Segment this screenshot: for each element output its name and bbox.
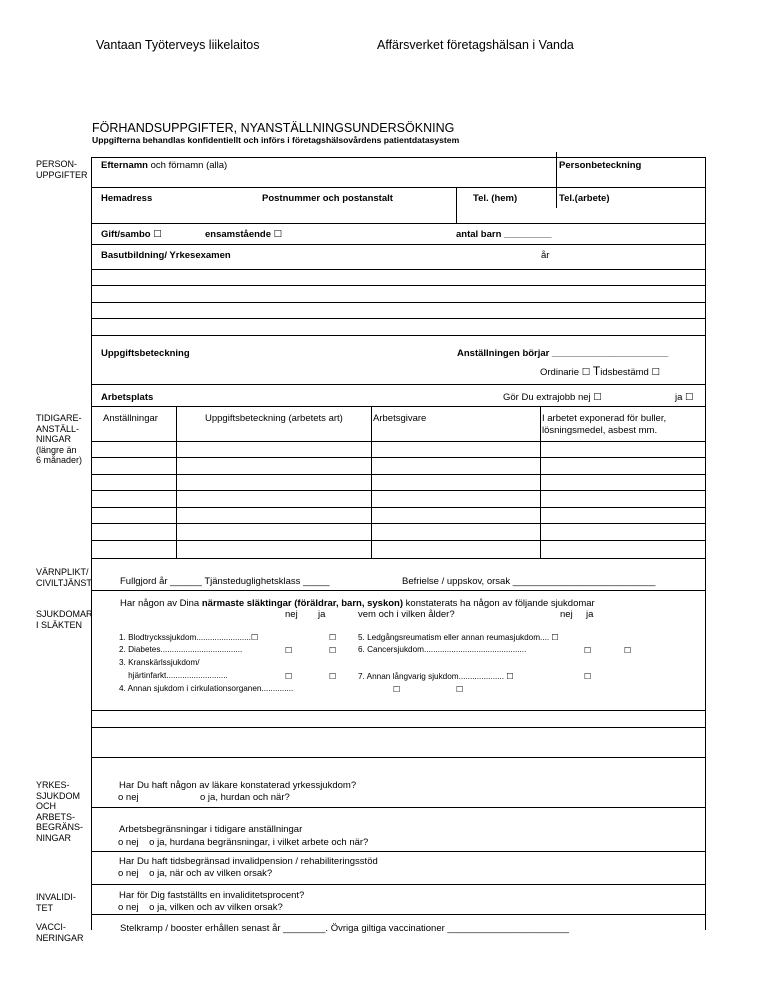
slakt-q-post: konstaterats ha någon av följande sjukdomar bbox=[403, 598, 595, 609]
item-cancer[interactable]: 6. Cancersjukdom............................................. bbox=[358, 645, 527, 654]
col-divider bbox=[540, 406, 541, 558]
basutbildning-label: Basutbildning/ Yrkesexamen bbox=[101, 250, 231, 261]
fornamn-label: och förnamn (alla) bbox=[147, 160, 228, 171]
item-cirkulation-ja[interactable]: ☐ bbox=[456, 685, 464, 694]
col-exponerad-1: I arbetet exponerad för buller, bbox=[542, 413, 667, 424]
vaccination-field[interactable]: Stelkramp / booster erhållen senast år ________. Övriga giltiga vaccinationer _______________________ bbox=[120, 923, 569, 934]
slakt-q-bold: närmaste släktingar (föräldrar, barn, syskon) bbox=[201, 598, 404, 609]
personbeteckning-field[interactable]: Personbeteckning bbox=[559, 160, 642, 171]
section-sjukdom: SJUKDOMAR I SLÄKTEN bbox=[36, 609, 93, 630]
item-blodtryck[interactable]: 1. Blodtryckssjukdom........................☐ bbox=[119, 633, 259, 642]
table-row[interactable] bbox=[91, 441, 706, 442]
line bbox=[91, 884, 706, 885]
item-kranskarl: 3. Kranskärlssjukdom/ bbox=[119, 658, 200, 667]
table-row[interactable] bbox=[91, 558, 706, 559]
invalidpension-question: Har Du haft tidsbegränsad invalidpension / rehabiliteringsstöd bbox=[119, 856, 378, 867]
line bbox=[91, 157, 706, 158]
gift-checkbox[interactable]: Gift/sambo ☐ bbox=[101, 229, 162, 240]
item-hjartinfarkt-nej[interactable]: ☐ bbox=[285, 672, 293, 681]
ja-header: ja bbox=[318, 609, 326, 620]
item-cirkulation[interactable]: 4. Annan sjukdom i cirkulationsorganen.............. bbox=[119, 684, 294, 693]
col-uppgiftsbeteckning: Uppgiftsbeteckning (arbetets art) bbox=[205, 413, 343, 424]
item-diabetes-nej[interactable]: ☐ bbox=[285, 646, 293, 655]
nej-header-2: nej bbox=[560, 609, 573, 620]
table-row[interactable] bbox=[91, 490, 706, 491]
item-hjartinfarkt-ja[interactable]: ☐ bbox=[329, 672, 337, 681]
line bbox=[91, 807, 706, 808]
divider-personbet bbox=[556, 152, 557, 208]
table-row[interactable] bbox=[91, 457, 706, 458]
table-row[interactable] bbox=[91, 523, 706, 524]
yrkessjukdom-question: Har Du haft någon av läkare konstaterad yrkessjukdom? bbox=[119, 780, 357, 791]
section-yrkes: YRKES- SJUKDOM OCH ARBETS- BEGRÄNS- NINGAR bbox=[36, 780, 84, 843]
header-right: Affärsverket företagshälsan i Vanda bbox=[377, 38, 574, 52]
col-divider bbox=[371, 406, 372, 558]
yrkessjukdom-ja-radio[interactable]: ο ja, hurdan och när? bbox=[200, 792, 290, 803]
section-vacc: VACCI- NERINGAR bbox=[36, 922, 84, 943]
line bbox=[91, 302, 706, 303]
line bbox=[91, 406, 706, 407]
tidsbestamd-initial: T bbox=[592, 364, 601, 378]
hemadress-field[interactable]: Hemadress bbox=[101, 193, 153, 204]
tel-arbete-field[interactable]: Tel.(arbete) bbox=[559, 193, 610, 204]
col-anstallningar: Anställningar bbox=[103, 413, 158, 424]
arbetsplats-label: Arbetsplats bbox=[101, 392, 154, 403]
line bbox=[91, 710, 706, 711]
slakt-q-pre: Har någon av Dina bbox=[120, 598, 202, 609]
section-person: PERSON- UPPGIFTER bbox=[36, 159, 88, 180]
divider-tel bbox=[456, 187, 457, 223]
befrielse-field[interactable]: Befrielse / uppskov, orsak ___________________________ bbox=[402, 576, 656, 587]
ensamstaende-checkbox[interactable]: ensamstående ☐ bbox=[205, 229, 283, 240]
ar-label: år bbox=[541, 250, 550, 261]
item-diabetes-ja[interactable]: ☐ bbox=[329, 646, 337, 655]
item-langvarig-ja[interactable]: ☐ bbox=[584, 672, 592, 681]
section-varnplikt: VÄRNPLIKT/ CIVILTJÄNST bbox=[36, 567, 92, 588]
anstallningstyp-options[interactable] bbox=[540, 364, 660, 378]
tidsbestamd-checkbox[interactable]: idsbestämd ☐ bbox=[600, 367, 660, 378]
item-langvarig[interactable]: 7. Annan långvarig sjukdom.................... ☐ bbox=[358, 672, 514, 681]
line bbox=[91, 244, 706, 245]
postnummer-field[interactable]: Postnummer och postanstalt bbox=[262, 193, 393, 204]
extrajobb-nej-checkbox[interactable]: Gör Du extrajobb nej ☐ bbox=[503, 392, 602, 403]
fullgjord-field[interactable]: Fullgjord år ______ Tjänsteduglighetsklass _____ bbox=[120, 576, 330, 587]
line bbox=[91, 851, 706, 852]
col-arbetsgivare: Arbetsgivare bbox=[373, 413, 427, 424]
frame-right bbox=[705, 157, 706, 930]
slakt-question bbox=[120, 598, 595, 609]
anstallningen-field[interactable]: Anställningen börjar ______________________ bbox=[457, 348, 669, 359]
line bbox=[91, 914, 706, 915]
uppgiftsbeteckning-label: Uppgiftsbeteckning bbox=[101, 348, 190, 359]
item-blodtryck-ja[interactable]: ☐ bbox=[329, 633, 337, 642]
arbetsbegransning-question: Arbetsbegränsningar i tidigare anställningar bbox=[119, 824, 303, 835]
line bbox=[91, 384, 706, 385]
table-row[interactable] bbox=[91, 540, 706, 541]
line bbox=[91, 757, 706, 758]
antal-barn-field[interactable]: antal barn _________ bbox=[456, 229, 552, 240]
yrkessjukdom-nej-radio[interactable]: ο nej bbox=[118, 792, 139, 803]
frame-left bbox=[91, 157, 92, 930]
col-exponerad-2: lösningsmedel, asbest mm. bbox=[542, 425, 658, 436]
efternamn-field[interactable] bbox=[101, 160, 227, 171]
efternamn-label: Efternamn bbox=[101, 160, 148, 171]
arbetsbegransning-options[interactable]: ο nej ο ja, hurdana begränsningar, i vilket arbete och när? bbox=[118, 837, 369, 848]
section-invalid: INVALIDI- TET bbox=[36, 892, 76, 913]
invaliditet-options[interactable]: ο nej ο ja, vilken och av vilken orsak? bbox=[118, 902, 283, 913]
line bbox=[91, 187, 706, 188]
col-divider bbox=[176, 406, 177, 558]
item-hjartinfarkt[interactable]: hjärtinfarkt........................... bbox=[119, 671, 228, 680]
line bbox=[91, 223, 706, 224]
form-title: FÖRHANDSUPPGIFTER, NYANSTÄLLNINGSUNDERSÖKNING bbox=[92, 121, 455, 135]
tel-hem-field[interactable]: Tel. (hem) bbox=[473, 193, 518, 204]
item-cancer-ja[interactable]: ☐ bbox=[624, 646, 632, 655]
line bbox=[91, 335, 706, 336]
header-left: Vantaan Työterveys liikelaitos bbox=[96, 38, 260, 52]
table-row[interactable] bbox=[91, 474, 706, 475]
line bbox=[91, 590, 706, 591]
item-cirkulation-nej[interactable]: ☐ bbox=[393, 685, 401, 694]
invalidpension-options[interactable]: ο nej ο ja, när och av vilken orsak? bbox=[118, 868, 273, 879]
extrajobb-ja-checkbox[interactable]: ja ☐ bbox=[675, 392, 694, 403]
nej-header: nej bbox=[285, 609, 298, 620]
section-tidigare: TIDIGARE- ANSTÄLL- NINGAR (längre än 6 månader) bbox=[36, 413, 83, 465]
line bbox=[91, 269, 706, 270]
ja-header-2: ja bbox=[586, 609, 594, 620]
item-cancer-nej[interactable]: ☐ bbox=[584, 646, 592, 655]
invaliditet-question: Har för Dig fastställts en invaliditetsprocent? bbox=[119, 890, 305, 901]
form-subtitle: Uppgifterna behandlas konfidentiellt och införs i företagshälsovårdens patientdatasystem bbox=[92, 135, 460, 145]
vem-header: vem och i vilken ålder? bbox=[358, 609, 455, 620]
line bbox=[91, 727, 706, 728]
item-diabetes[interactable]: 2. Diabetes.................................... bbox=[119, 645, 243, 654]
line bbox=[91, 285, 706, 286]
table-row[interactable] bbox=[91, 507, 706, 508]
item-reuma[interactable]: 5. Ledgångsreumatism eller annan reumasjukdom.... ☐ bbox=[358, 633, 559, 642]
ordinarie-checkbox[interactable]: Ordinarie ☐ bbox=[540, 367, 593, 378]
line bbox=[91, 318, 706, 319]
